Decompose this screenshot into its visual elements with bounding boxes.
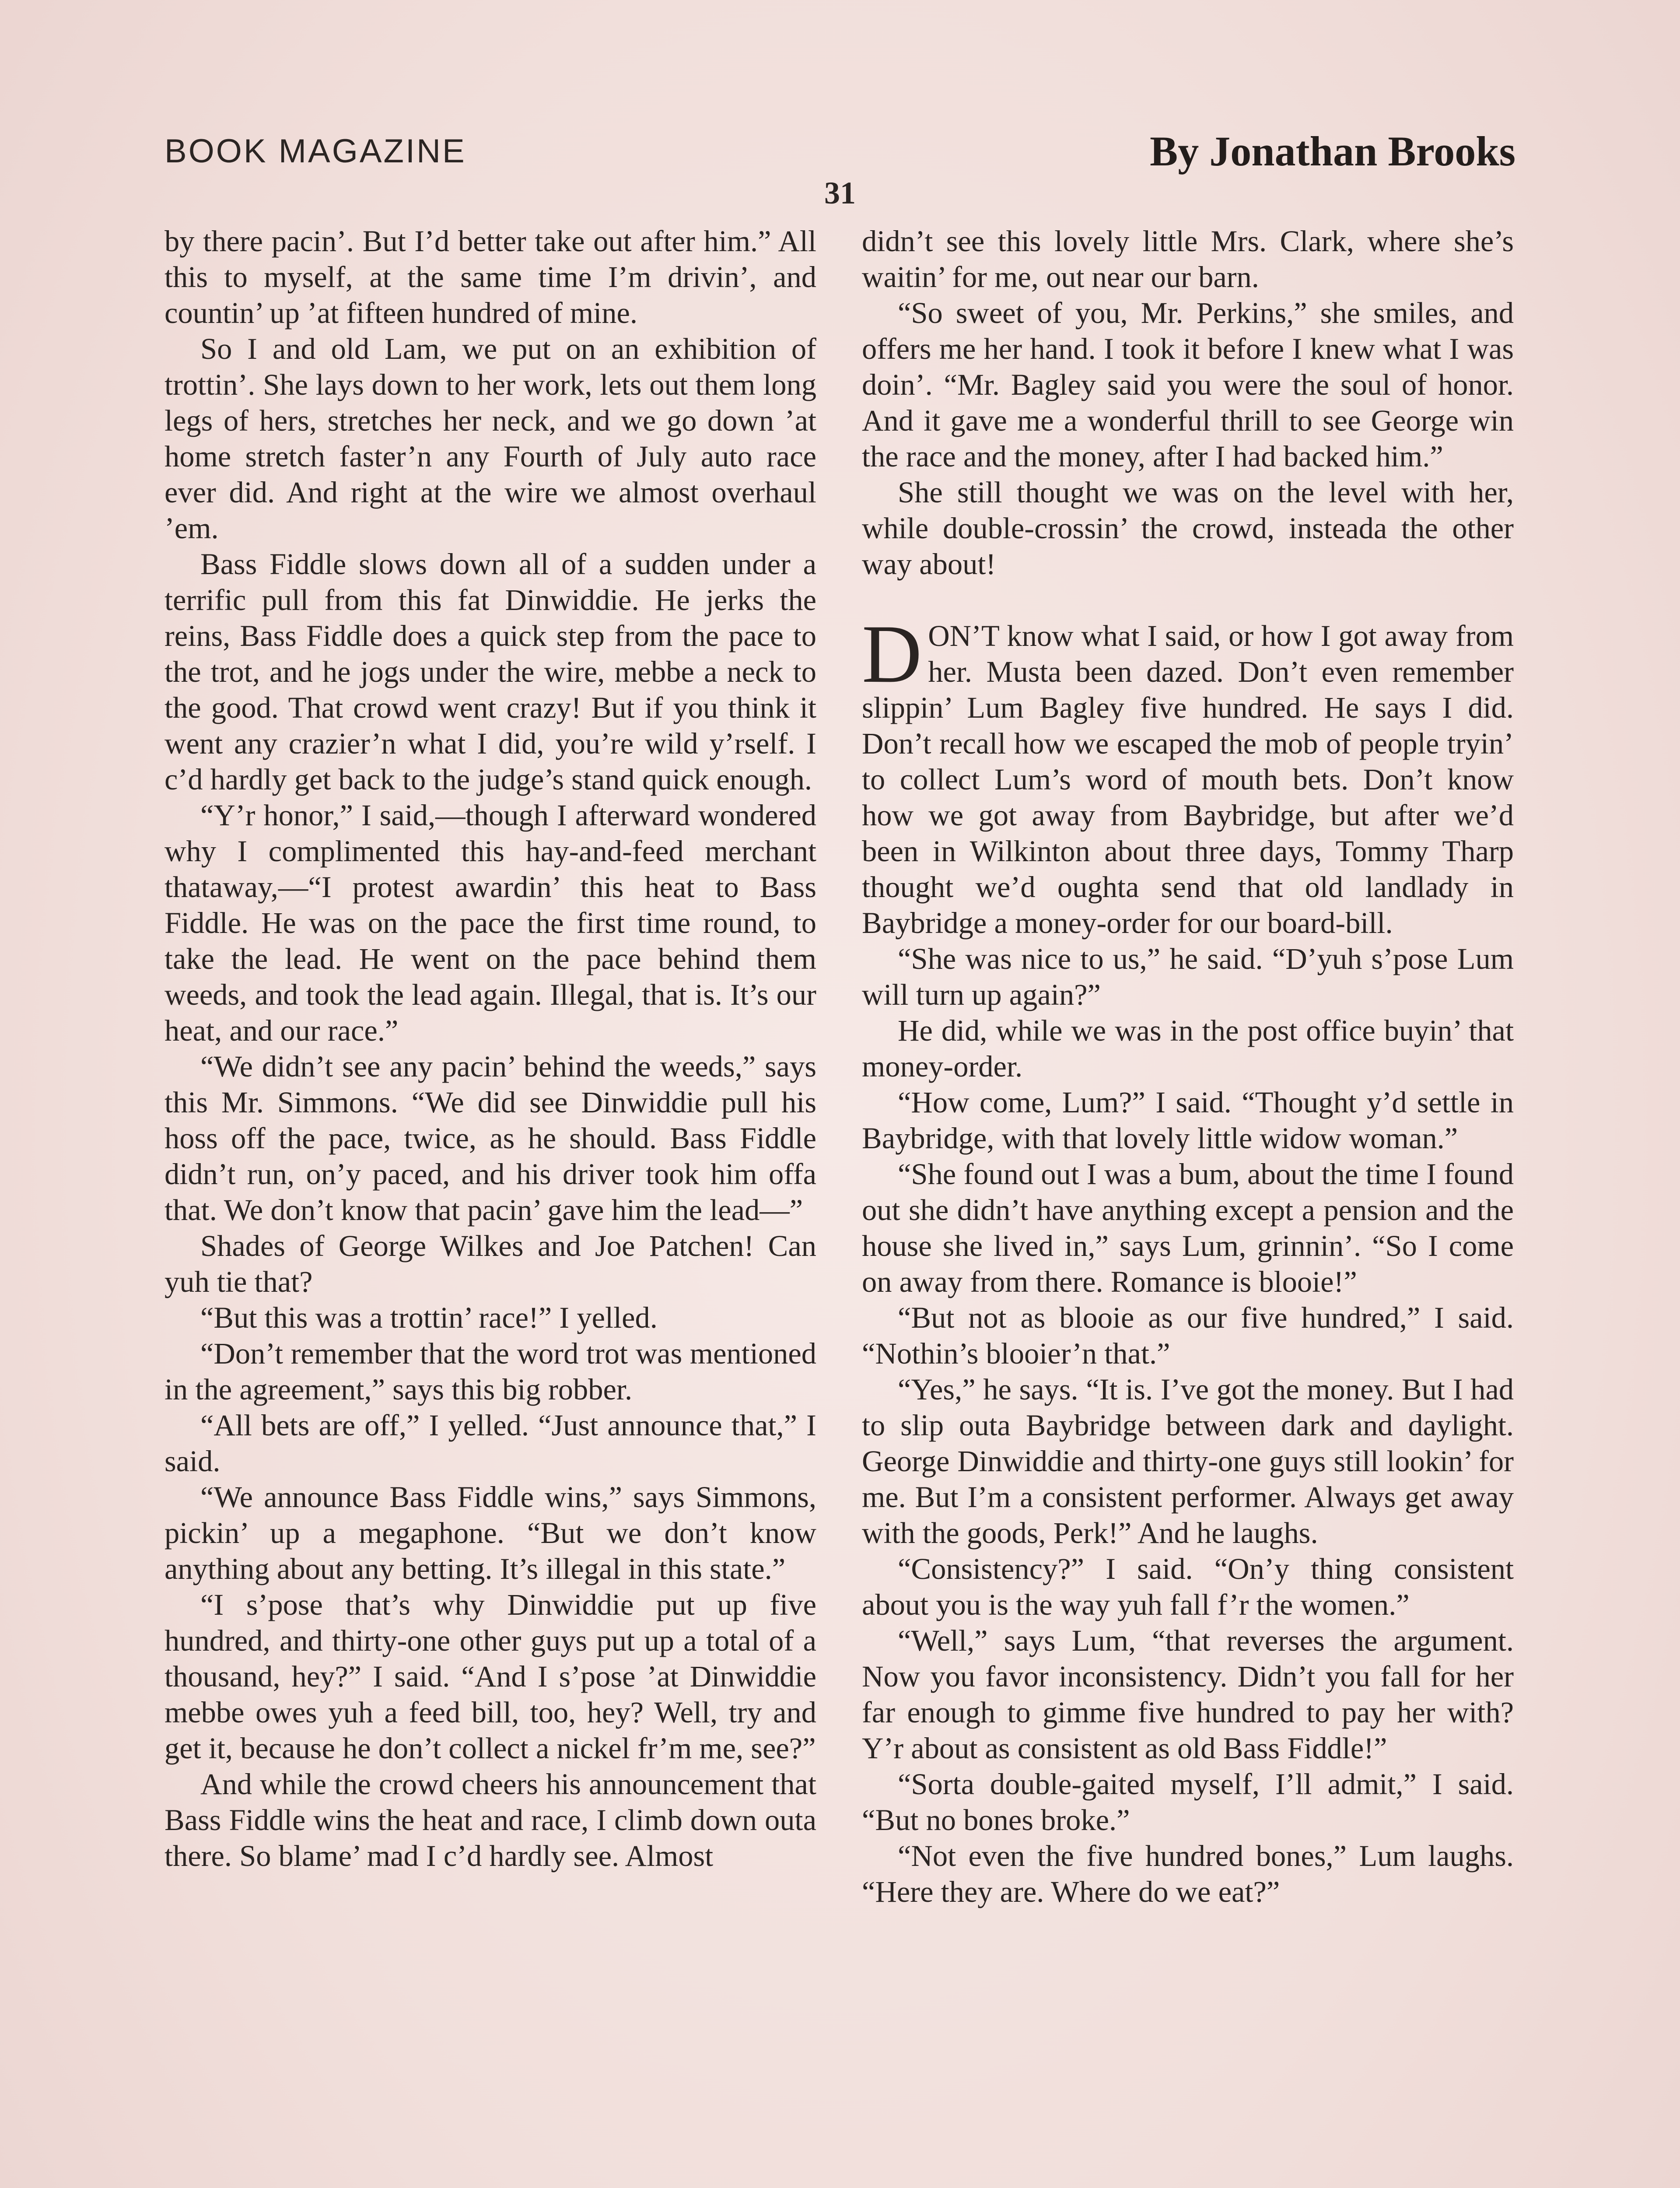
paragraph: “Consistency?” I said. “On’y thing consistent about you is the way yuh fall f’r the women.” [862, 1552, 1514, 1621]
paragraph: “Sorta double-gaited myself, I’ll admit,” I said. “But no bones broke.” [862, 1767, 1514, 1837]
paragraph: by there pacin’. But I’d better take out after him.” All this to myself, at the same time I’m drivin’, and countin’ up ’at fifteen hundred of mine. [164, 224, 816, 330]
paragraph: And while the crowd cheers his announcement that Bass Fiddle wins the heat and race, I climb down outa there. So blame’ mad I c’d hardly see. Almost [164, 1767, 816, 1872]
paragraph: “Not even the five hundred bones,” Lum laughs. “Here they are. Where do we eat?” [862, 1839, 1514, 1908]
page-number: 31 [824, 175, 856, 210]
paragraph: “But this was a trottin’ race!” I yelled. [200, 1301, 658, 1334]
right-column [862, 223, 1514, 1910]
paragraph: He did, while we was in the post office buyin’ that money-order. [862, 1014, 1514, 1083]
paragraph: “Y’r honor,” I said,—though I afterward wondered why I complimented this hay-and-feed merchant thataway,—“I protest awardin’ this heat to Bass Fiddle. He was on the pace the first time round, to take the lead. He went on the pace behind them weeds, and took the lead again. Illegal, that is. It’s our heat, and our race.” [164, 799, 816, 1047]
paragraph: didn’t see this lovely little Mrs. Clark, where she’s waitin’ for me, out near our barn. [862, 224, 1514, 294]
paragraph: “Don’t remember that the word trot was mentioned in the agreement,” says this big robber. [164, 1337, 816, 1406]
paragraph: “All bets are off,” I yelled. “Just announce that,” I said. [164, 1409, 816, 1478]
paragraph: “We didn’t see any pacin’ behind the weeds,” says this Mr. Simmons. “We did see Dinwiddie pull his hoss off the pace, twice, as he should. Bass Fiddle didn’t run, on’y paced, and his driver took him offa that. We don’t know that pacin’ gave him the lead—” [164, 1050, 816, 1227]
paragraph: “I s’pose that’s why Dinwiddie put up five hundred, and thirty-one other guys put up a total of a thousand, hey?” I said. “And I s’pose ’at Dinwiddie mebbe owes yuh a feed bill, too, hey? Well, try and get it, because he don’t collect a nickel fr’m me, see?” [164, 1588, 816, 1765]
paragraph: She still thought we was on the level with her, while double-crossin’ the crowd, insteada the other way about! [862, 476, 1514, 581]
paragraph: Bass Fiddle slows down all of a sudden under a terrific pull from this fat Dinwiddie. He jerks the reins, Bass Fiddle does a quick step from the pace to the trot, and he jogs under the wire, mebbe a neck to the good. That crowd went crazy! But if you think it went any crazier’n what I did, you’re wild y’rself. I c’d hardly get back to the judge’s stand quick enough. [164, 547, 816, 796]
page-header [164, 127, 1516, 179]
author-byline: By Jonathan Brooks [1150, 128, 1516, 175]
drop-cap: D [862, 608, 922, 700]
drop-cap-text: ON’T know what I said, or how I got away from her. Musta been dazed. Don’t even remember slippin’ Lum Bagley five hundred. He says I did. Don’t recall how we escaped the mob of people tryin’ to collect Lum’s word of mouth bets. Don’t know how we got away from Baybridge, but after we’d been in Wilkinton about three days, Tommy Tharp thought we’d oughta send that old landlady in Baybridge a money-order for our board-bill. [862, 619, 1514, 940]
paragraph: “She found out I was a bum, about the time I found out she didn’t have anything except a pension and the house she lived in,” says Lum, grinnin’. “So I come on away from there. Romance is blooie!” [862, 1157, 1514, 1298]
paragraph: Shades of George Wilkes and Joe Patchen! Can yuh tie that? [164, 1229, 816, 1298]
paragraph: “We announce Bass Fiddle wins,” says Simmons, pickin’ up a megaphone. “But we don’t know anything about any betting. It’s illegal in this state.” [164, 1480, 816, 1585]
magazine-title: BOOK MAGAZINE [164, 133, 466, 170]
paragraph: “Well,” says Lum, “that reverses the argument. Now you favor inconsistency. Didn’t you fall for her far enough to gimme five hundred to pay her with? Y’r about as consistent as old Bass Fiddle!” [862, 1624, 1514, 1765]
paragraph: “But not as blooie as our five hundred,” I said. “Nothin’s blooier’n that.” [862, 1301, 1514, 1370]
paragraph: “Yes,” he says. “It is. I’ve got the money. But I had to slip outa Baybridge between dark and daylight. George Dinwiddie and thirty-one guys still lookin’ for me. But I’m a consistent performer. Always get away with the goods, Perk!” And he laughs. [862, 1373, 1514, 1550]
paragraph: “She was nice to us,” he said. “D’yuh s’pose Lum will turn up again?” [862, 942, 1514, 1011]
paragraph: “How come, Lum?” I said. “Thought y’d settle in Baybridge, with that lovely little widow woman.” [862, 1086, 1514, 1155]
left-column [164, 223, 816, 1874]
paragraph: So I and old Lam, we put on an exhibition of trottin’. She lays down to her work, lets out them long legs of hers, stretches her neck, and we go down ’at home stretch faster’n any Fourth of July auto race ever did. And right at the wire we almost overhaul ’em. [164, 332, 816, 545]
drop-cap-paragraph [862, 608, 1514, 941]
paragraph: “So sweet of you, Mr. Perkins,” she smiles, and offers me her hand. I took it before I knew what I was doin’. “Mr. Bagley said you were the soul of honor. And it gave me a wonderful thrill to see George win the race and the money, after I had backed him.” [862, 296, 1514, 473]
